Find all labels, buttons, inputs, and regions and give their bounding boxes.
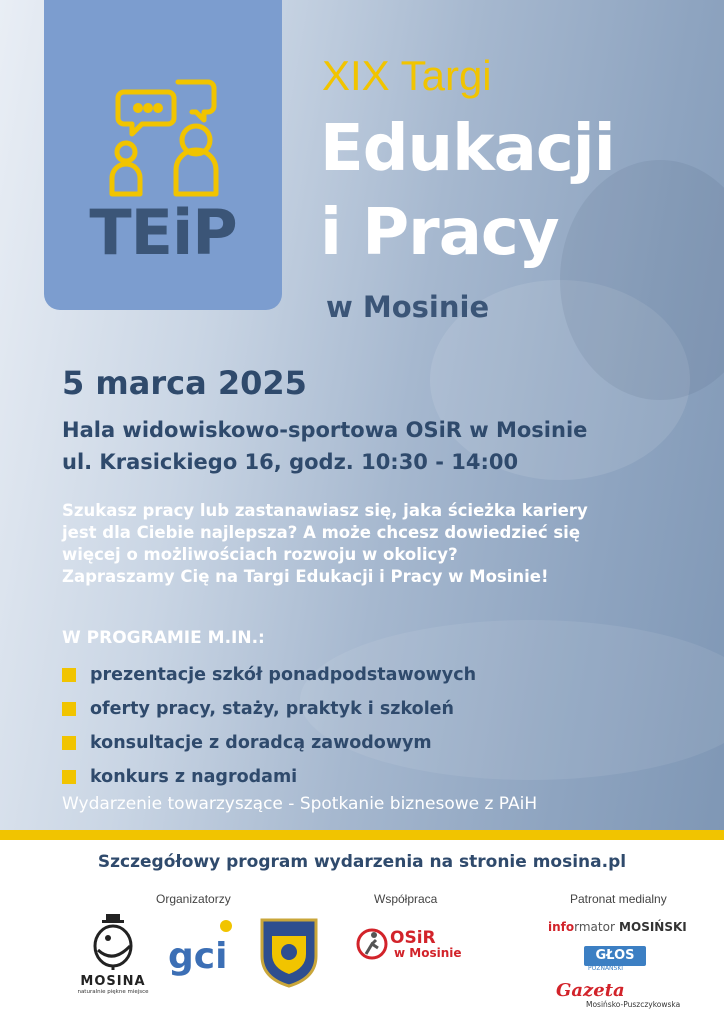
intro-line: Zapraszamy Cię na Targi Edukacji i Pracy w Mosinie! <box>62 567 549 586</box>
program-item-label: oferty pracy, staży, praktyk i szkoleń <box>90 699 455 719</box>
title-location: w Mosinie <box>326 290 490 324</box>
intro-line: Szukasz pracy lub zastanawiasz się, jaka ścieżka kariery <box>62 501 588 520</box>
program-item <box>62 658 476 692</box>
teip-logo <box>44 0 282 310</box>
chat-people-icon <box>104 78 224 198</box>
gci-logo-text: gci <box>168 936 228 977</box>
intro-line: jest dla Ciebie najlepsza? A może chcesz dowiedzieć się <box>62 523 581 542</box>
informator-logo-part: rmator <box>574 920 615 934</box>
osir-logo-name: OSiR <box>390 928 436 948</box>
teip-logo-text: TEiP <box>89 196 237 269</box>
title-main-line2: i Pracy <box>320 196 559 270</box>
square-bullet-icon <box>62 736 76 750</box>
square-bullet-icon <box>62 770 76 784</box>
glos-logo-name: GŁOS <box>584 946 646 966</box>
gazeta-logo-name: Gazeta <box>556 980 625 1001</box>
gazeta-logo <box>554 980 681 1016</box>
program-item <box>62 760 476 794</box>
gazeta-logo-sub: Mosińsko-Puszczykowska <box>586 1000 681 1009</box>
title-main-line1: Edukacji <box>320 112 615 186</box>
program-item-label: konsultacje z doradcą zawodowym <box>90 733 432 753</box>
mosina-logo-tagline: naturalnie piękne miejsce <box>77 989 149 995</box>
event-address-time: ul. Krasickiego 16, godz. 10:30 - 14:00 <box>62 450 519 474</box>
shield-icon <box>258 916 320 988</box>
glos-poznanski-logo <box>574 946 646 972</box>
osir-logo-sub: w Mosinie <box>394 946 462 960</box>
intro-line: więcej o możliwościach rozwoju w okolicy? <box>62 545 458 564</box>
informator-mosinski-logo <box>548 916 687 936</box>
organizers-label: Organizatorzy <box>156 892 231 906</box>
program-item <box>62 692 476 726</box>
cooperation-label: Współpraca <box>374 892 438 906</box>
program-list <box>62 658 476 794</box>
program-item-label: konkurs z nagrodami <box>90 767 298 787</box>
gci-logo <box>166 918 238 980</box>
event-venue: Hala widowiskowo-sportowa OSiR w Mosinie <box>62 418 588 442</box>
intro-paragraph <box>62 500 702 588</box>
mosina-logo <box>68 912 158 1012</box>
square-bullet-icon <box>62 668 76 682</box>
square-bullet-icon <box>62 702 76 716</box>
media-patron-label: Patronat medialny <box>570 892 667 906</box>
osir-logo <box>356 926 466 966</box>
event-date: 5 marca 2025 <box>62 364 307 402</box>
title-edition: XIX Targi <box>322 52 492 99</box>
side-event-text: Wydarzenie towarzyszące - Spotkanie biznesowe z PAiH <box>62 794 538 814</box>
informator-logo-part: info <box>548 920 575 934</box>
runner-icon <box>356 926 388 962</box>
informator-logo-part: MOSIŃSKI <box>614 920 687 934</box>
details-link-text: Szczegółowy program wydarzenia na stronie mosina.pl <box>97 852 627 872</box>
program-heading: W PROGRAMIE M.IN.: <box>62 628 265 648</box>
mosina-logo-name: MOSINA <box>80 974 146 989</box>
bird-icon <box>88 912 138 970</box>
yellow-divider <box>0 830 724 840</box>
gci-logo-mark <box>166 918 238 980</box>
glos-logo-sub: POZNAŃSKI <box>588 965 624 972</box>
school-crest-logo <box>258 916 320 988</box>
program-item <box>62 726 476 760</box>
program-item-label: prezentacje szkół ponadpodstawowych <box>90 665 477 685</box>
